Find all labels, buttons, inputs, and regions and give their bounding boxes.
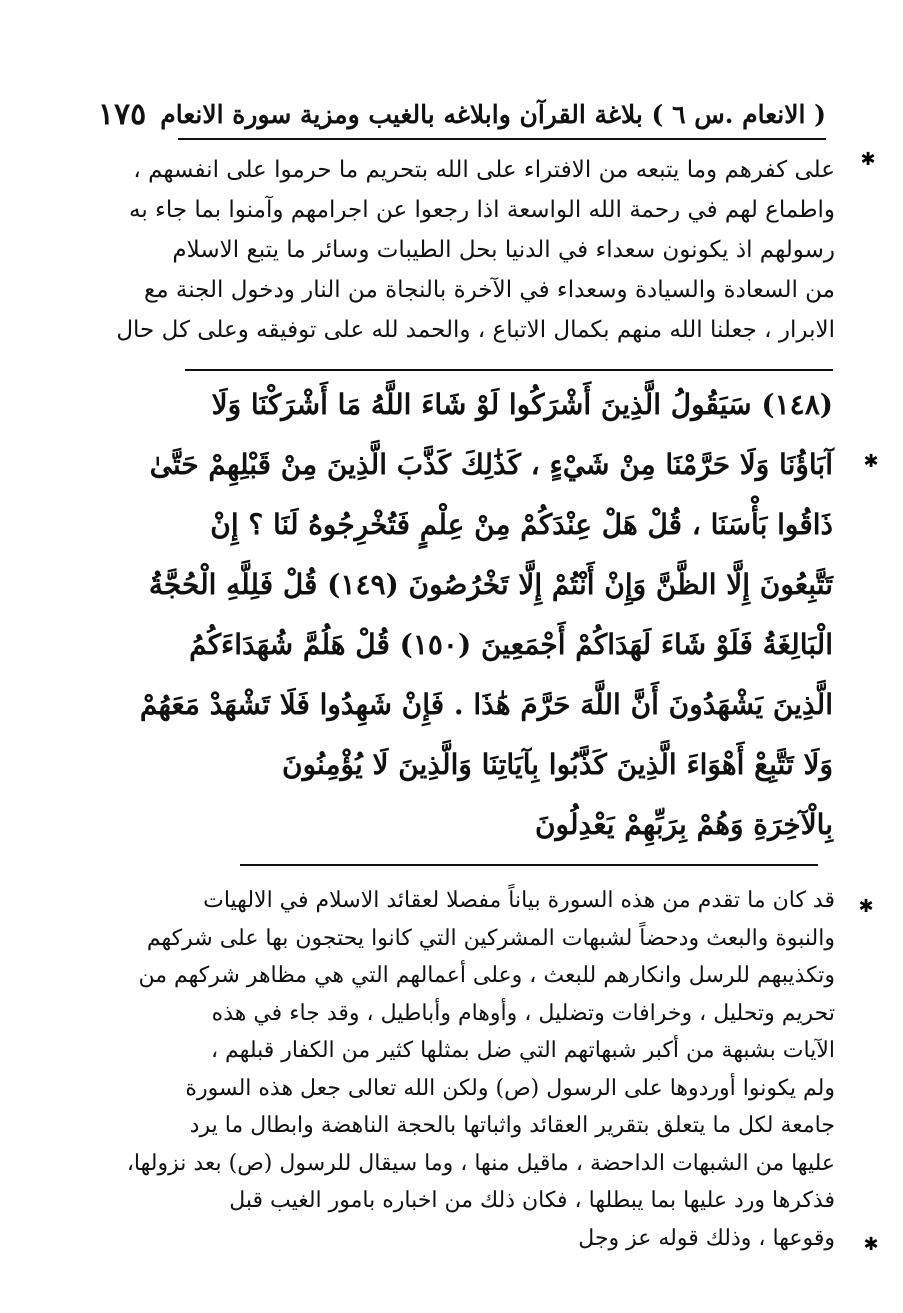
conclusion-paragraph — [126, 882, 835, 1257]
text-line: فذكرها ورد عليها بما يبطلها ، فكان ذلك من اخباره بامور الغيب قبل — [229, 1188, 835, 1213]
text-line: جامعة لكل ما يتعلق بتقرير العقائد واثباتها بالحجة الناهضة وابطال ما يرد — [189, 1113, 835, 1138]
page-header — [97, 94, 826, 134]
text-line: ولم يكونوا أوردوها على الرسول (ص) ولكن الله تعالى جعل هذه السورة — [185, 1075, 835, 1101]
text-line: واطماع لهم في رحمة الله الواسعة اذا رجعوا عن اجرامهم وآمنوا بما جاء به — [129, 197, 835, 223]
verse-line: (١٤٨) سَيَقُولُ الَّذِينَ أَشْرَكُوا لَوْ شَاءَ اللَّهُ مَا أَشْرَكْنَا وَلَا — [211, 388, 833, 421]
text-line: والنبوة والبعث ودحضاً لشبهات المشركين التي كانوا يحتجون بها على شركهم — [146, 925, 835, 951]
text-line: من السعادة والسيادة وسعداء في الآخرة بالنجاة من النار ودخول الجنة مع — [144, 277, 835, 303]
text-line: رسولهم اذ يكونون سعداء في الدنيا بحل الطيبات وسائر ما يتبع الاسلام — [172, 237, 835, 263]
verse-line: الَّذِينَ يَشْهَدُونَ أَنَّ اللَّهَ حَرَّمَ هَٰذَا . فَإِنْ شَهِدُوا فَلَا تَشْهَدْ مَعَهُمْ — [139, 688, 833, 721]
quran-passage — [139, 375, 833, 855]
text-line: قد كان ما تقدم من هذه السورة بياناً مفصلا لعقائد الاسلام في الالهيات — [203, 888, 835, 913]
intro-paragraph — [116, 150, 835, 350]
text-line: الابرار ، جعلنا الله منهم بكمال الاتباع ، والحمد لله على توفيقه وعلى كل حال — [116, 317, 835, 343]
text-line: تحريم وتحليل ، وخرافات وتضليل ، وأوهام وأباطيل ، وقد جاء في هذه — [211, 1000, 835, 1026]
section-divider — [240, 864, 818, 866]
verse-line: بِالْآخِرَةِ وَهُمْ بِرَبِّهِمْ يَعْدِلُونَ — [534, 808, 833, 841]
header-title: ( الانعام .س ٦ ) بلاغة القرآن وابلاغه بالغيب ومزية سورة الانعام — [160, 99, 826, 129]
margin-star-icon: ✱ — [860, 149, 876, 170]
section-divider — [185, 369, 833, 371]
text-line: وتكذيبهم للرسل وانكارهم للبعث ، وعلى أعمالهم التي هي مظاهر شركهم من — [138, 963, 835, 988]
verse-line: وَلَا تَتَّبِعْ أَهْوَاءَ الَّذِينَ كَذَّبُوا بِآيَاتِنَا وَالَّذِينَ لَا يُؤْمِنُونَ — [282, 748, 833, 781]
text-line: عليها من الشبهات الداحضة ، ماقيل منها ، وما سيقال للرسول (ص) بعد نزولها، — [126, 1150, 835, 1176]
margin-star-icon: ✱ — [858, 896, 874, 917]
verse-line: آبَاؤُنَا وَلَا حَرَّمْنَا مِنْ شَيْءٍ ، كَذَٰلِكَ كَذَّبَ الَّذِينَ مِنْ قَبْلِهِمْ حَتَّىٰ — [149, 448, 833, 481]
text-line: على كفرهم وما يتبعه من الافتراء على الله بتحريم ما حرموا على انفسهم ، — [133, 157, 835, 183]
text-line: وقوعها ، وذلك قوله عز وجل — [578, 1225, 835, 1251]
header-rule — [178, 138, 826, 140]
verse-line: تَتَّبِعُونَ إِلَّا الظَّنَّ وَإِنْ أَنْتُمْ إِلَّا تَخْرُصُونَ (١٤٩) قُلْ فَلِلَّهِ الْحُجَّةُ — [148, 568, 833, 601]
margin-star-icon: ✱ — [863, 1234, 879, 1255]
margin-star-icon: ✱ — [863, 451, 879, 472]
text-line: الآيات بشبهة من أكبر شبهاتهم التي ضل بمثلها كثير من الكفار قبلهم ، — [210, 1038, 835, 1063]
verse-line: الْبَالِغَةُ فَلَوْ شَاءَ لَهَدَاكُمْ أَجْمَعِينَ (١٥٠) قُلْ هَلُمَّ شُهَدَاءَكُمُ — [189, 628, 833, 661]
verse-line: ذَاقُوا بَأْسَنَا ، قُلْ هَلْ عِنْدَكُمْ مِنْ عِلْمٍ فَتُخْرِجُوهُ لَنَا ؟ إِنْ — [210, 508, 833, 541]
page-number: ١٧٥ — [97, 96, 147, 132]
